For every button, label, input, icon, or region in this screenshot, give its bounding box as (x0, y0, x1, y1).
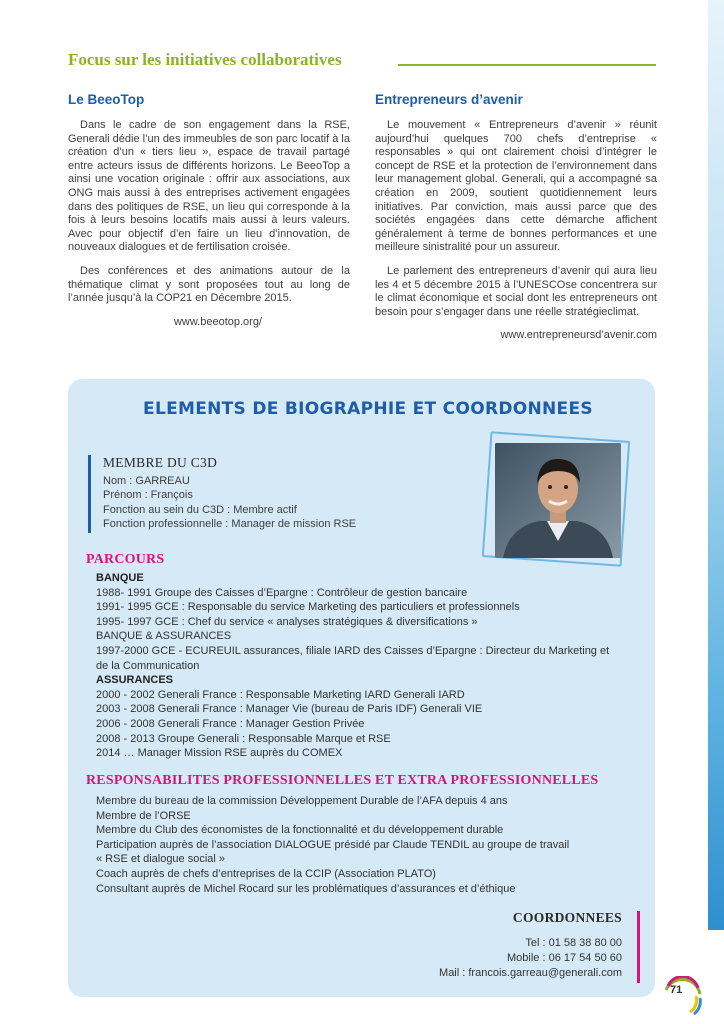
mobile-number: Mobile : 06 17 54 50 60 (507, 952, 622, 964)
beeotop-paragraph: Des conférences et des animations autour de la thématique climat y sont proposées tout au long de l’année jusqu’à la COP21 en Décembre 2015. (68, 264, 350, 305)
responsabilite-row: Consultant auprès de Michel Rocard sur les problématiques d’assurances et d’éthique (96, 882, 516, 895)
parcours-row: 2014 … Manager Mission RSE auprès du COMEX (96, 747, 343, 760)
beeotop-heading: Le BeeoTop (68, 92, 145, 107)
parcours-row: 1997-2000 GCE - ECUREUIL assurances, filiale IARD des Caisses d’Epargne : Directeur du Marketing et (96, 644, 610, 657)
page-corner-swirl-icon (660, 976, 704, 1016)
parcours-heading: PARCOURS (86, 552, 165, 567)
page-number-badge (660, 976, 704, 1016)
member-heading: MEMBRE DU C3D (103, 455, 218, 470)
section-title-rule (398, 64, 656, 66)
coordonnees-heading: COORDONNEES (512, 910, 622, 925)
parcours-row: 2006 - 2008 Generali France : Manager Gestion Privée (96, 717, 365, 730)
responsabilites-heading: RESPONSABILITES PROFESSIONNELLES ET EXTRA PROFESSIONNELLES (86, 773, 599, 788)
member-accent-bar (88, 455, 91, 533)
parcours-row: de la Communication (96, 659, 200, 672)
member-name: Nom : GARREAU (103, 475, 190, 487)
parcours-row: 1988- 1991 Groupe des Caisses d’Epargne : Contrôleur de gestion bancaire (96, 586, 468, 599)
page-number: 71 (670, 984, 683, 996)
section-title: Focus sur les initiatives collaboratives (68, 50, 342, 69)
member-job-title: Fonction professionnelle : Manager de mission RSE (103, 518, 357, 531)
portrait-photo (495, 443, 621, 558)
responsabilite-row: Membre du bureau de la commission Développement Durable de l’AFA depuis 4 ans (96, 795, 508, 807)
member-firstname: Prénom : François (103, 489, 193, 502)
entrepreneurs-heading: Entrepreneurs d’avenir (375, 92, 523, 107)
responsabilite-row: Membre du Club des économistes de la fonctionnalité et du développement durable (96, 824, 504, 837)
right-edge-color-strip (708, 0, 724, 930)
entrepreneurs-paragraph: Le mouvement « Entrepreneurs d’avenir » réunit aujourd’hui quelques 700 chefs d’entreprise « responsables » qui ont clairement choisi d’intégrer le concept de RSE et la protection de l’environnement dans leur management global. Generali, qui a accompagné sa création en 2009, soutient quotidiennement leurs initiatives. Par conviction, mais aussi parce que des sociétés engagées dans cette démarche affichent généralement à terme de bonnes performances et une meilleure sinistralité pour un assureur. (375, 119, 657, 254)
responsabilites-list (96, 794, 646, 896)
entrepreneurs-paragraph: Le parlement des entrepreneurs d’avenir qui aura lieu les 4 et 5 décembre 2015 à l’UNESCOse concentrera sur le climat économique et social dont les entrepreneurs ont besoin pour s’engager dans une réelle stratégieclimat. (375, 264, 657, 318)
beeotop-url[interactable]: www.beeotop.org/ (173, 315, 262, 328)
coordonnees-block (400, 910, 622, 981)
member-c3d-role: Fonction au sein du C3D : Membre actif (103, 503, 297, 516)
responsabilite-row: Participation auprès de l’association DIALOGUE présidé par Claude TENDIL au groupe de travail (96, 838, 570, 851)
responsabilite-row: Coach auprès de chefs d’entreprises de la CCIP (Association PLATO) (96, 867, 436, 880)
parcours-row: 1995- 1997 GCE : Chef du service « analyses stratégiques & diversifications » (96, 615, 478, 628)
biography-title: ELEMENTS DE BIOGRAPHIE ET COORDONNEES (143, 399, 593, 419)
parcours-row: BANQUE (96, 572, 144, 584)
parcours-row: 2003 - 2008 Generali France : Manager Vie (bureau de Paris IDF) Generali VIE (96, 703, 483, 716)
parcours-row: 2008 - 2013 Groupe Generali : Responsable Marque et RSE (96, 732, 391, 745)
responsabilite-row: Membre de l’ORSE (96, 809, 191, 822)
beeotop-paragraph: Dans le cadre de son engagement dans la RSE, Generali dédie l’un des immeubles de son parc locatif à la création d’un « tiers lieu », espace de travail partagé entre acteurs issus de différents horizons. Le BeeoTop a ainsi une vocation originale : offrir aux associations, aux ONG mais aussi à des entreprises activement engagées dans des politiques de RSE, un lieu qui corresponde à la fois à leurs besoins locatifs mais aussi à leurs valeurs. Avec pour objectif d’en faire un lieu d’innovation, de nouveaux dialogues et de fertilisation croisée. (68, 119, 350, 254)
parcours-row: 2000 - 2002 Generali France : Responsable Marketing IARD Generali IARD (96, 688, 465, 701)
responsabilite-row: « RSE et dialogue social » (96, 853, 226, 866)
email-address[interactable]: Mail : francois.garreau@generali.com (439, 967, 622, 979)
beeotop-column (68, 92, 350, 328)
parcours-row: ASSURANCES (96, 674, 174, 687)
phone-number: Tel : 01 58 38 80 00 (525, 937, 622, 949)
parcours-row: BANQUE & ASSURANCES (96, 630, 232, 643)
entrepreneurs-column (375, 92, 657, 341)
member-info (103, 455, 463, 532)
coordonnees-accent-bar (637, 911, 640, 983)
parcours-list (96, 571, 646, 761)
parcours-row: 1991- 1995 GCE : Responsable du service Marketing des particuliers et professionnels (96, 601, 520, 614)
entrepreneurs-url[interactable]: www.entrepreneursd’avenir.com (500, 329, 657, 342)
